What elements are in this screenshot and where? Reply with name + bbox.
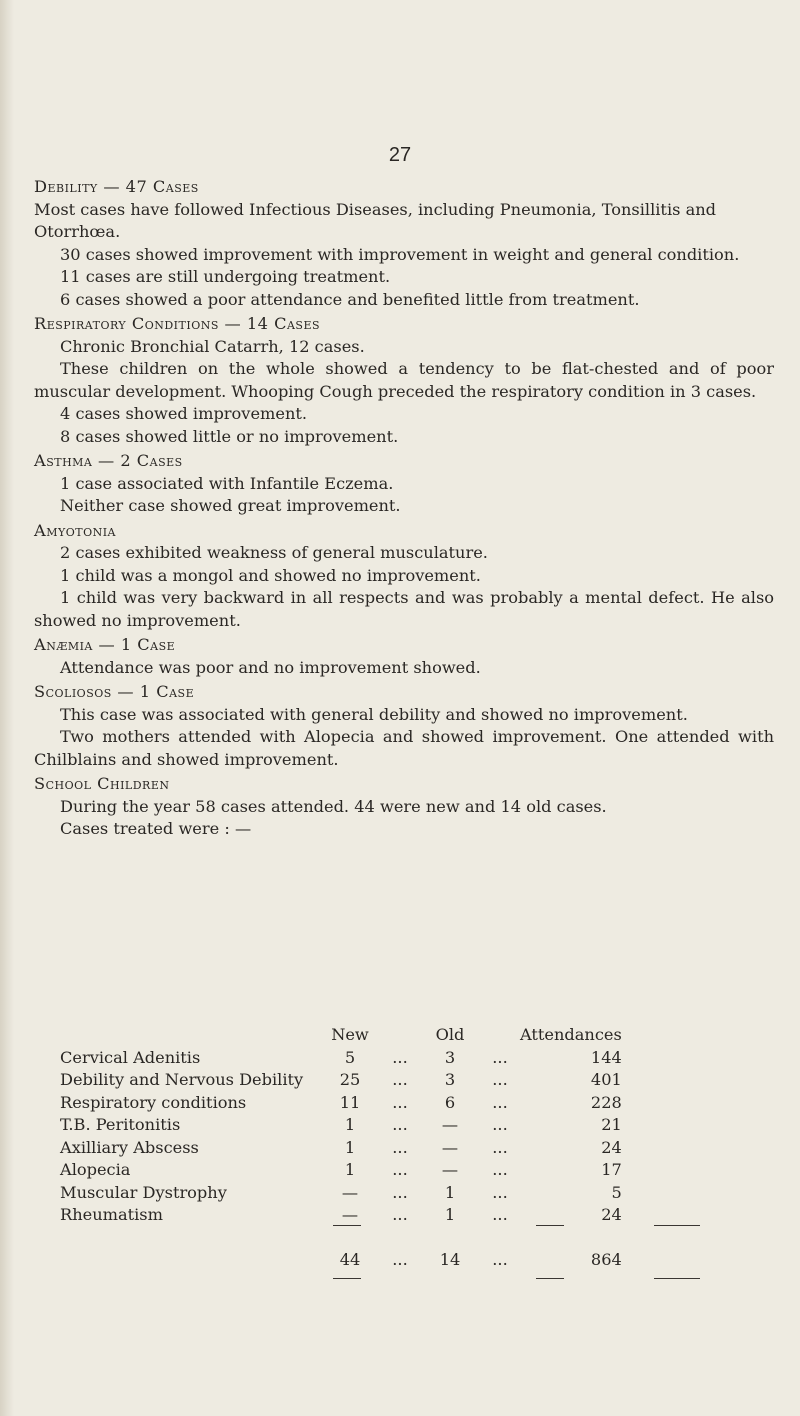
paragraph: This case was associated with general debility and showed no improvement. bbox=[60, 704, 688, 724]
dot-leader: ... bbox=[392, 1092, 408, 1112]
heading-debility: Debility — 47 Cases bbox=[34, 177, 199, 196]
row-new: 1 bbox=[344, 1115, 356, 1134]
row-new: 5 bbox=[344, 1047, 356, 1067]
spacer-row bbox=[60, 1227, 626, 1249]
paragraph: 6 cases showed a poor attendance and benefited little from treatment. bbox=[60, 289, 640, 309]
dot-leader: ... bbox=[492, 1249, 508, 1269]
header-old: Old bbox=[435, 1025, 465, 1044]
table-row bbox=[60, 1137, 626, 1160]
dot-leader: ... bbox=[392, 1047, 408, 1067]
totals-row bbox=[60, 1249, 626, 1272]
row-new: — bbox=[341, 1182, 359, 1202]
dot-leader: ... bbox=[492, 1205, 508, 1224]
table-row bbox=[60, 1204, 626, 1227]
dot-leader: ... bbox=[392, 1115, 408, 1134]
row-new: 1 bbox=[344, 1160, 356, 1179]
rule-old-bottom bbox=[536, 1278, 564, 1279]
paragraph: Attendance was poor and no improvement showed. bbox=[60, 657, 481, 677]
dot-leader: ... bbox=[392, 1182, 408, 1202]
row-attendances: 17 bbox=[601, 1160, 622, 1179]
row-condition: Debility and Nervous Debility bbox=[60, 1070, 304, 1089]
paragraph: 30 cases showed improvement with improvement in weight and general condition. bbox=[60, 244, 740, 264]
heading-scoliosos: Scoliosos — 1 Case bbox=[34, 682, 195, 701]
row-condition: Cervical Adenitis bbox=[60, 1047, 201, 1067]
row-old: — bbox=[441, 1115, 459, 1134]
paragraph: Cases treated were : — bbox=[60, 819, 252, 838]
paragraph: These children on the whole showed a tendency to be flat-chested and of poor muscular development. Whooping Cough preceded the respiratory condition in 3 cases. bbox=[34, 359, 774, 401]
paragraph: Two mothers attended with Alopecia and showed improvement. One attended with Chilblains and showed improvement. bbox=[34, 727, 774, 769]
row-old: 6 bbox=[444, 1092, 456, 1112]
dot-leader: ... bbox=[492, 1137, 508, 1157]
table-row bbox=[60, 1047, 626, 1070]
row-attendances: 401 bbox=[590, 1070, 622, 1089]
table-row bbox=[60, 1182, 626, 1205]
row-attendances: 24 bbox=[601, 1137, 622, 1157]
row-attendances: 228 bbox=[590, 1092, 622, 1112]
table-row bbox=[60, 1092, 626, 1115]
row-old: 3 bbox=[444, 1070, 456, 1089]
paragraph: 8 cases showed little or no improvement. bbox=[60, 426, 399, 446]
paragraph: Most cases have followed Infectious Diseases, including Pneumonia, Tonsillitis and Otorrhœa. bbox=[34, 199, 717, 241]
paragraph: 2 cases exhibited weakness of general musculature. bbox=[60, 543, 488, 562]
dot-leader: ... bbox=[492, 1092, 508, 1112]
row-attendances: 5 bbox=[611, 1182, 622, 1202]
page-edge-shadow bbox=[0, 0, 14, 1416]
heading-asthma: Asthma — 2 Cases bbox=[34, 451, 183, 470]
paragraph: 4 cases showed improvement. bbox=[60, 404, 308, 423]
header-new: New bbox=[331, 1025, 369, 1044]
row-old: — bbox=[441, 1160, 459, 1179]
rule-new-bottom bbox=[333, 1278, 361, 1279]
row-old: 1 bbox=[444, 1182, 456, 1202]
heading-school-children: School Children bbox=[34, 774, 170, 793]
heading-respiratory: Respiratory Conditions — 14 Cases bbox=[34, 314, 321, 333]
rule-att-top bbox=[654, 1225, 700, 1226]
row-old: 3 bbox=[444, 1047, 456, 1067]
dot-leader: ... bbox=[492, 1047, 508, 1067]
row-attendances: 144 bbox=[590, 1047, 622, 1067]
page-number: 27 bbox=[388, 144, 412, 166]
paragraph: 1 child was a mongol and showed no improvement. bbox=[60, 565, 481, 585]
heading-amyotonia: Amyotonia bbox=[34, 520, 117, 540]
paragraph: 11 cases are still undergoing treatment. bbox=[60, 267, 391, 286]
total-new: 44 bbox=[339, 1249, 361, 1269]
dot-leader: ... bbox=[392, 1137, 408, 1157]
row-new: 11 bbox=[339, 1092, 361, 1112]
table-row bbox=[60, 1069, 626, 1092]
paragraph: Chronic Bronchial Catarrh, 12 cases. bbox=[60, 336, 365, 356]
row-condition: Axilliary Abscess bbox=[60, 1137, 199, 1157]
body-text bbox=[34, 174, 774, 841]
cases-table bbox=[60, 1024, 626, 1271]
table-row bbox=[60, 1159, 626, 1182]
row-attendances: 21 bbox=[601, 1115, 622, 1134]
row-new: 1 bbox=[344, 1137, 356, 1157]
paragraph: During the year 58 cases attended. 44 were new and 14 old cases. bbox=[60, 796, 607, 816]
dot-leader: ... bbox=[492, 1182, 508, 1202]
total-attendances: 864 bbox=[590, 1249, 622, 1269]
dot-leader: ... bbox=[492, 1115, 508, 1134]
row-old: 1 bbox=[444, 1205, 456, 1224]
rule-new-top bbox=[333, 1225, 361, 1226]
dot-leader: ... bbox=[392, 1249, 408, 1269]
table-header-row bbox=[60, 1024, 626, 1047]
dot-leader: ... bbox=[492, 1160, 508, 1179]
dot-leader: ... bbox=[392, 1160, 408, 1179]
row-condition: Rheumatism bbox=[60, 1205, 163, 1224]
row-condition: T.B. Peritonitis bbox=[60, 1115, 181, 1134]
paragraph: 1 case associated with Infantile Eczema. bbox=[60, 473, 394, 493]
rule-old-top bbox=[536, 1225, 564, 1226]
row-condition: Muscular Dystrophy bbox=[60, 1182, 227, 1202]
row-attendances: 24 bbox=[601, 1205, 622, 1224]
rule-att-bottom bbox=[654, 1278, 700, 1279]
header-attendances: Attendances bbox=[520, 1025, 622, 1044]
dot-leader: ... bbox=[392, 1070, 408, 1089]
total-old: 14 bbox=[439, 1249, 461, 1269]
row-condition: Respiratory conditions bbox=[60, 1092, 247, 1112]
dot-leader: ... bbox=[492, 1070, 508, 1089]
row-condition: Alopecia bbox=[60, 1160, 131, 1179]
row-old: — bbox=[441, 1137, 459, 1157]
paragraph: 1 child was very backward in all respects and was probably a mental defect. He also showed no improvement. bbox=[34, 588, 774, 630]
heading-anaemia: Anæmia — 1 Case bbox=[34, 635, 176, 654]
paragraph: Neither case showed great improvement. bbox=[60, 496, 401, 515]
dot-leader: ... bbox=[392, 1205, 408, 1224]
row-new: 25 bbox=[339, 1070, 361, 1089]
table-row bbox=[60, 1114, 626, 1137]
row-new: — bbox=[341, 1205, 359, 1224]
